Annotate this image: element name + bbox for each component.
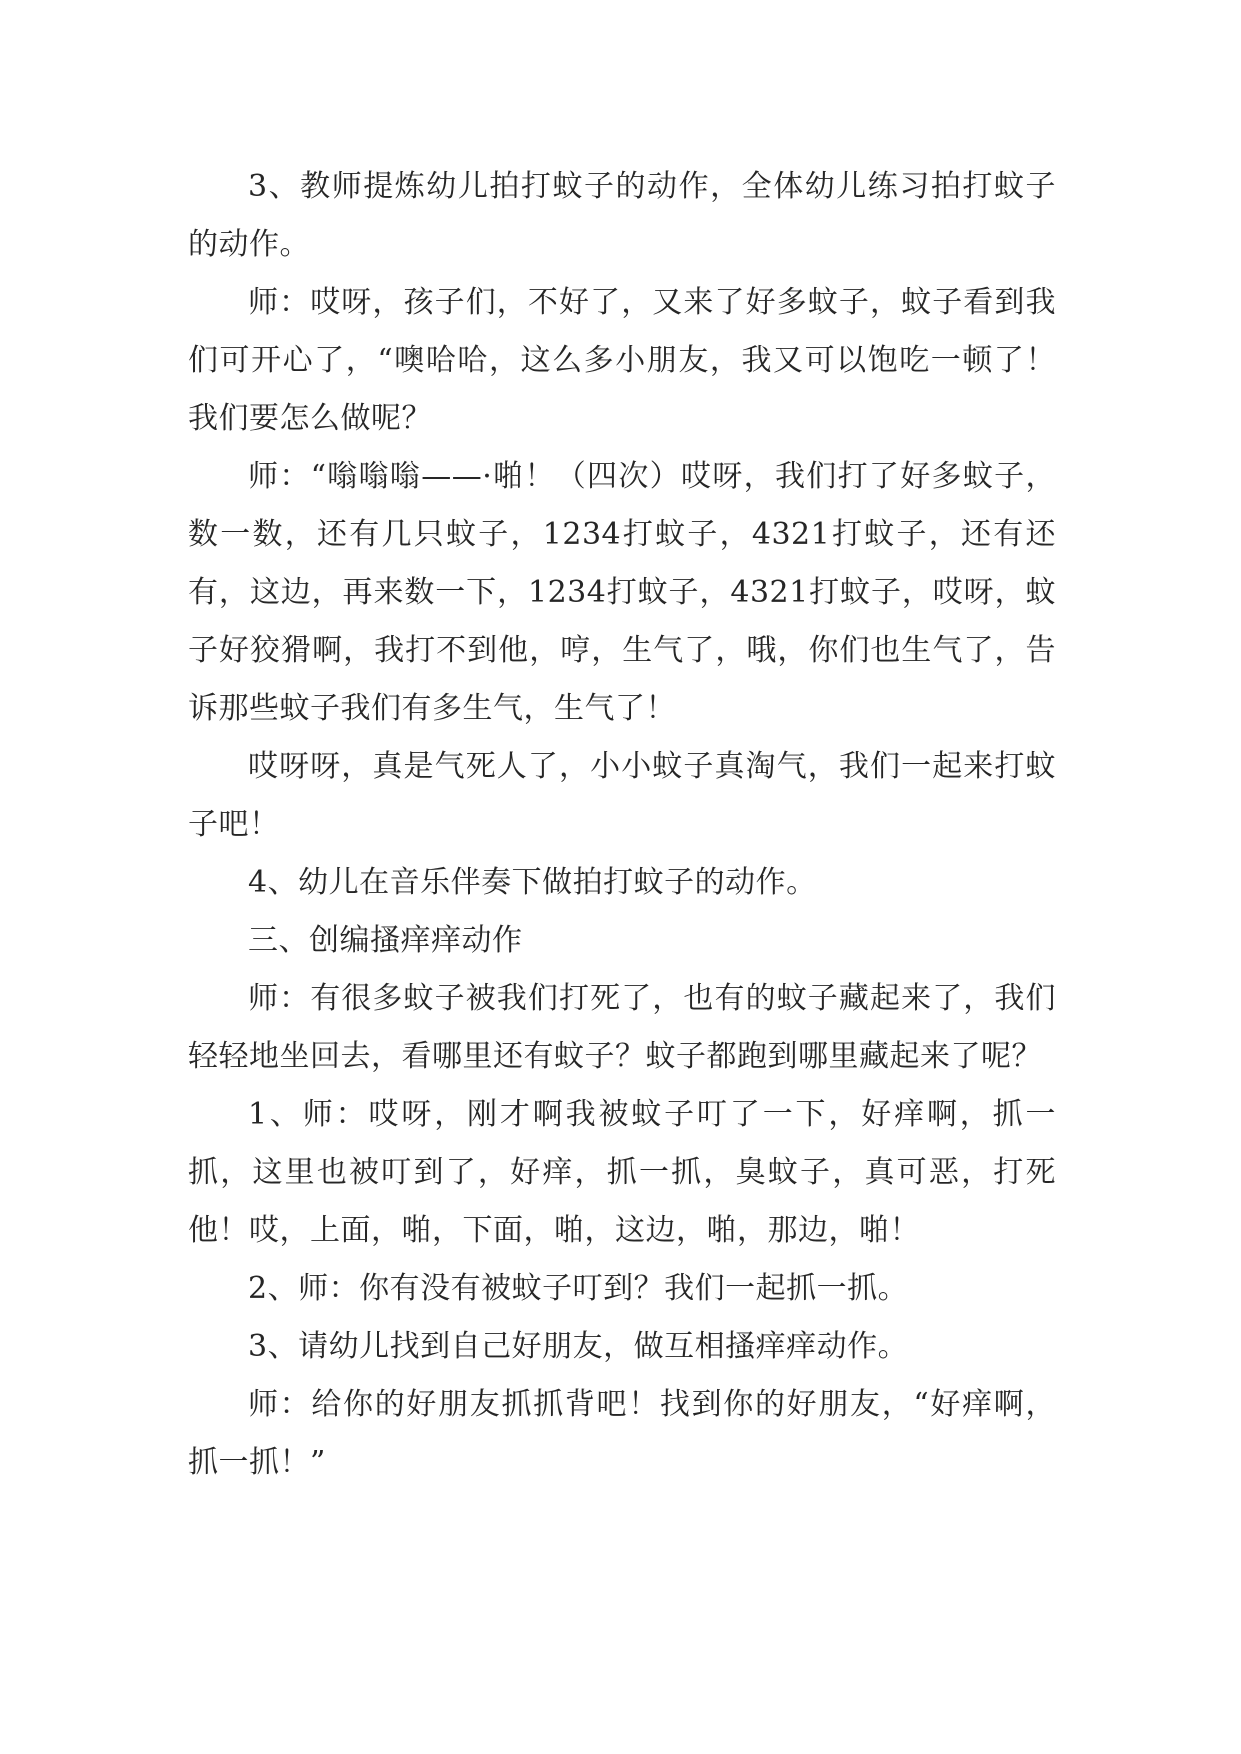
- paragraph-teacher-counting: 师：“嗡嗡嗡——·啪！（四次）哎呀，我们打了好多蚊子，数一数，还有几只蚊子，1234打蚊子，4321打蚊子，还有还有，这边，再来数一下，1234打蚊子，4321打蚊子，哎呀，蚊子好狡猾啊，我打不到他，哼，生气了，哦，你们也生气了，告诉那些蚊子我们有多生气，生气了！: [188, 459, 1056, 726]
- paragraph-teacher-hiding: 师：有很多蚊子被我们打死了，也有的蚊子藏起来了，我们轻轻地坐回去，看哪里还有蚊子？蚊子都跑到哪里藏起来了呢？: [188, 981, 1056, 1074]
- paragraph-step4-music: 4、幼儿在音乐伴奏下做拍打蚊子的动作。: [248, 865, 817, 900]
- document-body: [188, 158, 1056, 1492]
- paragraph-angry-mosquitoes: 哎呀呀，真是气死人了，小小蚊子真淘气，我们一起来打蚊子吧！: [188, 749, 1056, 842]
- paragraph-step1-itchy: 1、师：哎呀，刚才啊我被蚊子叮了一下，好痒啊，抓一抓，这里也被叮到了，好痒，抓一抓，臭蚊子，真可恶，打死他！哎，上面，啪，下面，啪，这边，啪，那边，啪！: [188, 1097, 1056, 1248]
- paragraph-step3-friends: 3、请幼儿找到自己好朋友，做互相搔痒痒动作。: [248, 1329, 909, 1364]
- paragraph-step2-bitten: 2、师：你有没有被蚊子叮到？我们一起抓一抓。: [248, 1271, 909, 1306]
- paragraph-teacher-scratch-back: 师：给你的好朋友抓抓背吧！找到你的好朋友，“好痒啊，抓一抓！”: [188, 1387, 1056, 1480]
- paragraph-step3-practice: 3、教师提炼幼儿拍打蚊子的动作，全体幼儿练习拍打蚊子的动作。: [188, 169, 1056, 262]
- section-heading-scratch: 三、创编搔痒痒动作: [248, 923, 523, 958]
- paragraph-teacher-mosquitoes-came: 师：哎呀，孩子们，不好了，又来了好多蚊子，蚊子看到我们可开心了，“噢哈哈，这么多小朋友，我又可以饱吃一顿了！我们要怎么做呢？: [188, 285, 1056, 436]
